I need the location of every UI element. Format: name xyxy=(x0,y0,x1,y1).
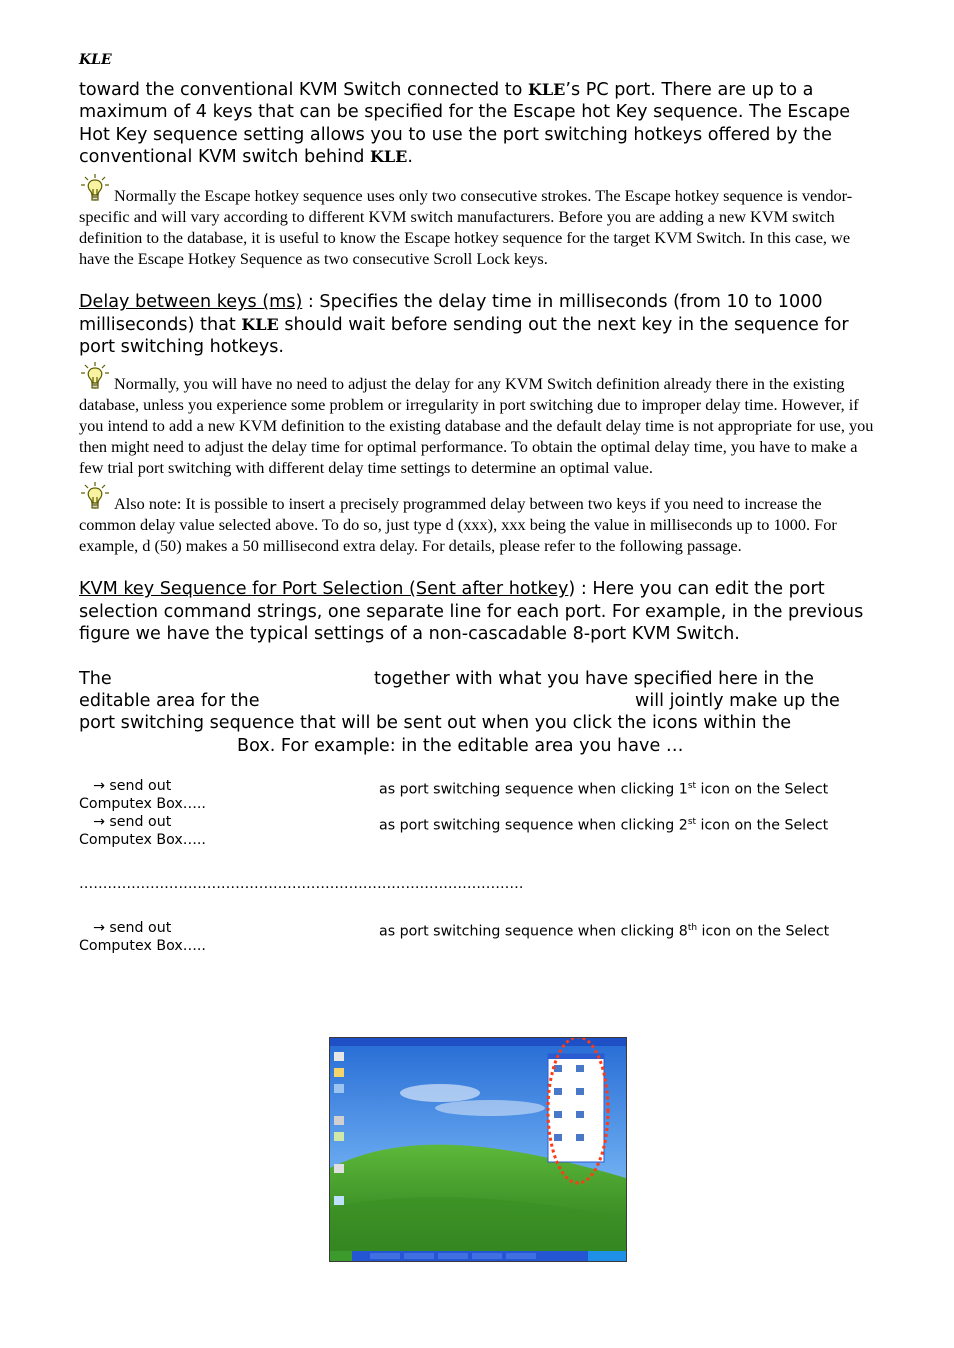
text: ’s PC port. There are up to a maximum of 4 keys that can be specified for the Escape hot Key sequence. The Escape Hot Key sequence setting allows you to use the port switching hotkeys offered by the conventional KVM switch behind xyxy=(79,80,851,168)
lightbulb-icon xyxy=(79,173,111,205)
text: will jointly make up the xyxy=(635,690,840,711)
example-continuation: Computex Box….. xyxy=(79,796,206,813)
tip-delay-adjust xyxy=(79,361,879,479)
delay-between-keys-label: Delay between keys (ms) xyxy=(79,292,303,313)
example-row-1 xyxy=(79,777,879,798)
text: toward the conventional KVM Switch connected to xyxy=(79,80,529,100)
example-row-8 xyxy=(79,919,879,940)
paragraph-delay xyxy=(79,291,879,358)
example-continuation: Computex Box….. xyxy=(79,832,206,849)
text: port switching sequence that will be sent out when you click the icons within the xyxy=(79,713,792,734)
text: editable area for the xyxy=(79,690,260,711)
text: together with what you have specified here in the xyxy=(374,668,814,689)
send-out-label: → send out xyxy=(93,920,172,937)
product-name: KLE xyxy=(241,314,279,334)
desktop-screenshot xyxy=(329,1037,627,1262)
example-list xyxy=(79,777,879,955)
tip-programmed-delay xyxy=(79,481,879,557)
text: : Specifies the delay time in milliseconds (from 10 to 1000 milliseconds) that xyxy=(79,292,823,335)
kvm-key-sequence-label: KVM key Sequence for Port Selection (Sent after hotkey xyxy=(79,579,569,600)
text: Box. For example: in the editable area you have … xyxy=(237,735,684,756)
tip-text: Also note: It is possible to insert a precisely programmed delay between two keys if you need to increase the common delay value selected above. To do so, just type d (xxx), xxx being the value in milliseconds up to 1000. For example, d (50) makes a 50 millisecond extra delay. For details, please refer to the following passage. xyxy=(79,493,837,556)
example-desc: as port switching sequence when clicking 1st icon on the Select xyxy=(379,781,829,798)
product-name: KLE xyxy=(528,80,566,99)
example-row-2 xyxy=(79,813,879,834)
send-out-label: → send out xyxy=(93,814,172,831)
text: ) : Here you can edit the port selection command strings, one separate line for each port. For example, in the previous figure we have the typical settings of a non-cascadable 8-port KVM Switch. xyxy=(79,579,864,645)
section-header: KLE xyxy=(79,52,112,68)
document-body xyxy=(79,79,879,955)
tip-escape-sequence xyxy=(79,173,879,270)
example-desc: as port switching sequence when clicking 8th icon on the Select xyxy=(379,923,830,940)
send-out-label: → send out xyxy=(93,778,172,795)
xp-desktop xyxy=(330,1038,626,1261)
text: . xyxy=(407,147,413,168)
ellipsis-divider: …………………………………………………………………………………. xyxy=(79,876,524,893)
paragraph-port-selection xyxy=(79,578,879,645)
paragraph-escape-hotkey xyxy=(79,79,879,169)
tip-text: Normally, you will have no need to adjust the delay for any KVM Switch definition already there in the existing database, unless you experience some problem or irregularity in port switching due to improper delay time. However, if you intend to add a new KVM definition to the existing database and the default delay time is not appropriate for use, you then might need to adjust the delay time for optimal performance. To obtain the optimal delay time, you have to make a few trial port switching with different delay time settings to determine an optimal value. xyxy=(79,373,874,478)
paragraph-sequence-composition xyxy=(79,668,879,758)
lightbulb-icon xyxy=(79,481,111,513)
product-name: KLE xyxy=(369,147,408,167)
text: should wait before sending out the next key in the sequence for port switching hotkeys. xyxy=(79,314,849,358)
text: The xyxy=(79,668,112,689)
example-desc: as port switching sequence when clicking 2st icon on the Select xyxy=(379,817,829,834)
lightbulb-icon xyxy=(79,361,111,393)
example-continuation: Computex Box….. xyxy=(79,938,206,955)
tip-text: Normally the Escape hotkey sequence uses only two consecutive strokes. The Escape hotkey sequence is vendor-specific and will vary according to different KVM switch manufacturers. Before you are adding a new KVM switch definition to the database, it is useful to know the Escape hotkey sequence for the target KVM Switch. In this case, we have the Escape Hotkey Sequence as two consecutive Scroll Lock keys. xyxy=(79,185,853,269)
